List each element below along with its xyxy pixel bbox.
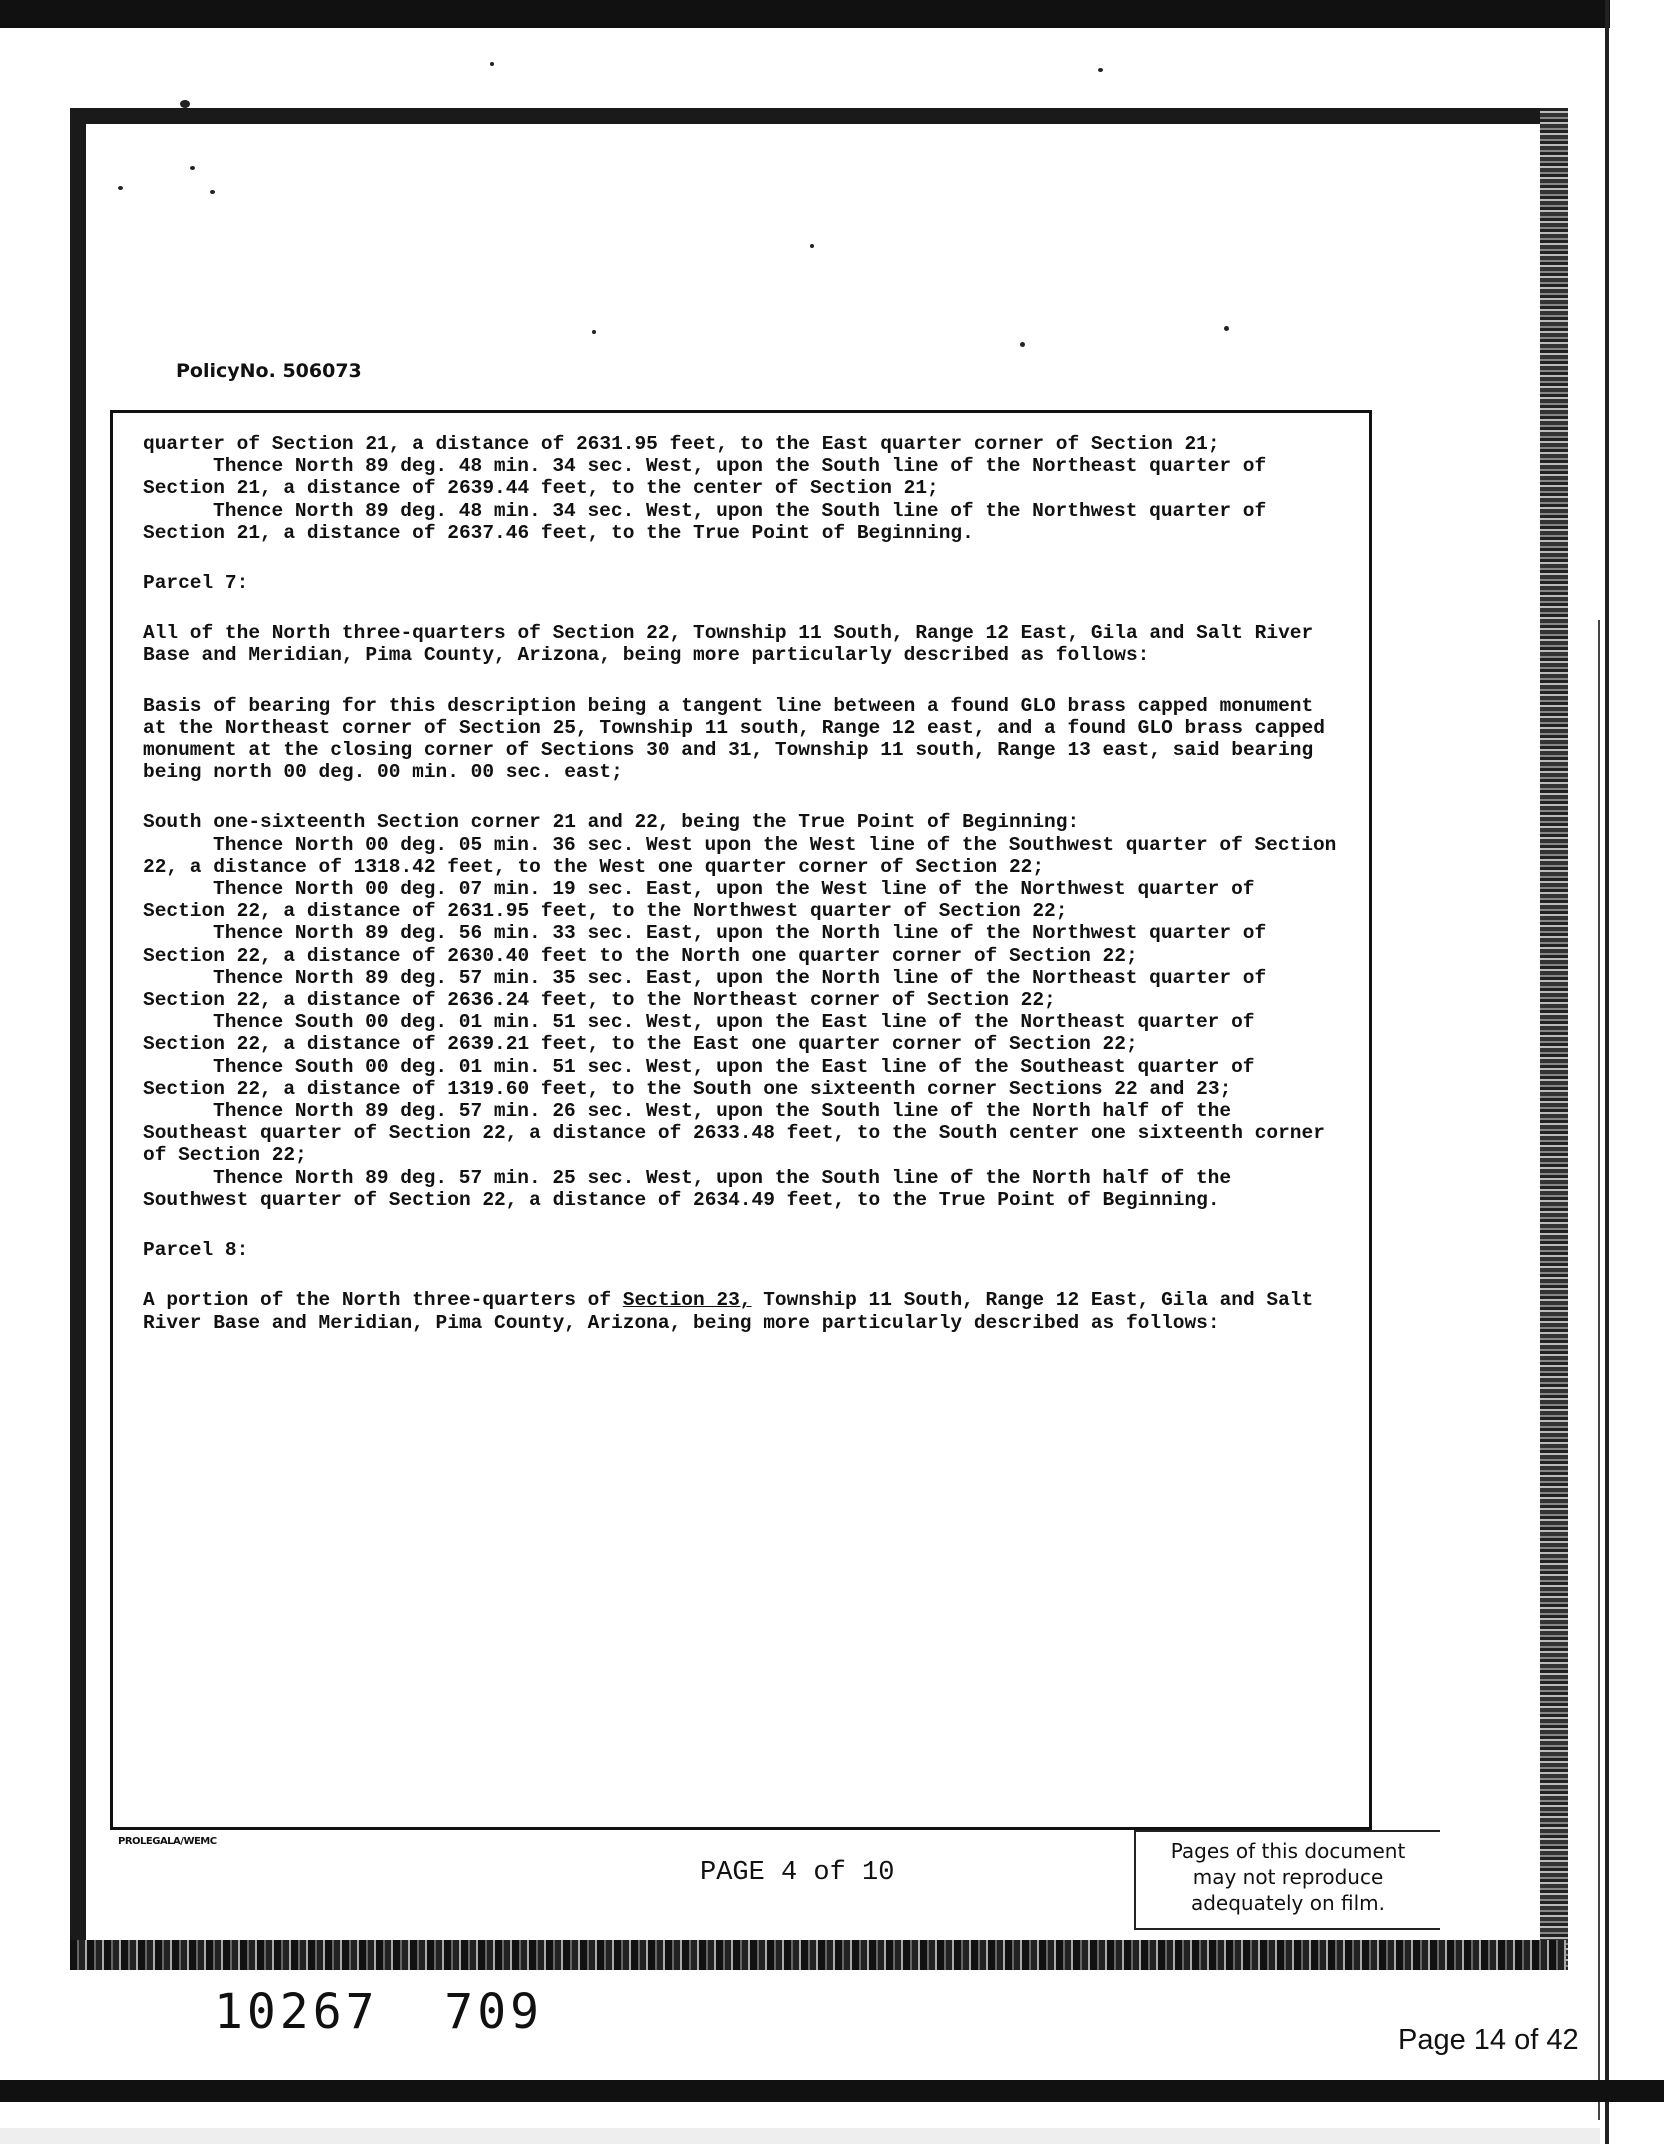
scan-edge-bottom-light xyxy=(0,2128,1600,2144)
paragraph: All of the North three-quarters of Section 22, Township 11 South, Range 12 East, Gila and Salt River Base and Meridian, Pima County, Arizona, being more particularly described as follows: xyxy=(143,622,1314,667)
policy-number: PolicyNo. 506073 xyxy=(176,360,362,382)
reproduction-notice xyxy=(1134,1830,1440,1930)
notice-line: may not reproduce xyxy=(1192,1865,1384,1889)
scan-edge-top xyxy=(0,0,1610,28)
paragraph: Thence North 89 deg. 48 min. 34 sec. West, upon the South line of the Northeast quarter of Section 21, a distance of 2639.44 feet, to the center of Section 21; xyxy=(143,455,1267,500)
scan-edge-right xyxy=(1605,0,1609,2144)
paragraph xyxy=(143,1289,1339,1333)
page-label: PAGE 4 of 10 xyxy=(700,1858,895,1888)
scan-speck xyxy=(210,190,215,194)
course-paragraph: Thence South 00 deg. 01 min. 51 sec. West, upon the East line of the Northeast quarter of Section 22, a distance of 2639.21 feet, to the East one quarter corner of Section 22; xyxy=(143,1011,1255,1056)
scan-speck xyxy=(118,186,123,190)
parcel-heading: Parcel 7: xyxy=(143,572,249,595)
notice-line: adequately on film. xyxy=(1190,1891,1386,1915)
course-paragraph: Thence North 89 deg. 57 min. 25 sec. West, upon the South line of the North half of the Southwest quarter of Section 22, a distance of 2634.49 feet, to the True Point of Beginning. xyxy=(143,1166,1232,1211)
course-paragraph: Thence North 89 deg. 57 min. 35 sec. East, upon the North line of the Northeast quarter of Section 22, a distance of 2636.24 feet, to the Northeast corner of Section 22; xyxy=(143,966,1267,1012)
course-paragraph: Thence North 00 deg. 07 min. 19 sec. East, upon the West line of the Northwest quarter of Section 22, a distance of 2631.95 feet, to the Northwest quarter of Section 22; xyxy=(143,878,1255,923)
section-reference: Section 23, xyxy=(622,1289,752,1312)
scan-edge-bottom xyxy=(0,2080,1664,2102)
notice-line: Pages of this document xyxy=(1170,1839,1406,1863)
frame-noise-right xyxy=(1540,108,1568,1970)
scan-speck xyxy=(1224,326,1229,331)
scan-edge-right-inner xyxy=(1598,620,1600,2120)
scan-speck xyxy=(1098,68,1103,72)
text-segment: Township 11 South, Range 12 East, Gila and Salt River Base and Meridian, Pima County, Arizona, being more particularly described as follows: xyxy=(143,1289,1314,1334)
course-paragraph: Thence North 89 deg. 56 min. 33 sec. East, upon the North line of the Northwest quarter of Section 22, a distance of 2630.40 feet to the North one quarter corner of Section 22; xyxy=(143,922,1267,967)
form-code: PROLEGALA/WEMC xyxy=(118,1836,217,1847)
text-segment: A portion of the North three-quarters of xyxy=(143,1289,623,1312)
scan-speck xyxy=(1020,342,1025,347)
course-paragraph: Thence North 89 deg. 57 min. 26 sec. West, upon the South line of the North half of the Southeast quarter of Section 22, a distance of 2633.48 feet, to the South center one sixteenth corner of Section 22; xyxy=(143,1100,1325,1167)
paragraph: quarter of Section 21, a distance of 2631.95 feet, to the East quarter corner of Section 21; xyxy=(143,433,1220,455)
frame-noise-bottom xyxy=(70,1940,1566,1970)
paragraph: Basis of bearing for this description being a tangent line between a found GLO brass capped monument at the Northeast corner of Section 25, Township 11 south, Range 12 east, and a found GLO brass capped monument at the closing corner of Sections 30 and 31, Township 11 south, Range 13 east, said bearing being north 00 deg. 00 min. 00 sec. east; xyxy=(143,694,1325,784)
paragraph: Thence North 89 deg. 48 min. 34 sec. West, upon the South line of the Northwest quarter of Section 21, a distance of 2637.46 feet, to the True Point of Beginning. xyxy=(143,499,1267,544)
course-paragraph: Thence North 00 deg. 05 min. 36 sec. West upon the West line of the Southwest quarter of Section 22, a distance of 1318.42 feet, to the West one quarter corner of Section 22; xyxy=(143,833,1337,878)
page-counter: Page 14 of 42 xyxy=(1398,2024,1579,2056)
parcel-heading: Parcel 8: xyxy=(143,1239,249,1262)
scan-speck xyxy=(810,244,814,248)
scan-speck xyxy=(592,330,596,334)
course-paragraph: Thence South 00 deg. 01 min. 51 sec. West, upon the East line of the Southeast quarter of Section 22, a distance of 1319.60 feet, to the South one sixteenth corner Sections 22 and 23; xyxy=(143,1055,1255,1100)
scan-speck xyxy=(190,166,195,170)
scan-speck xyxy=(490,62,494,66)
recording-number: 10267 709 xyxy=(214,1984,543,2040)
paragraph: South one-sixteenth Section corner 21 and 22, being the True Point of Beginning: xyxy=(143,811,1080,834)
scan-speck xyxy=(180,100,190,108)
legal-description-box xyxy=(110,410,1372,1830)
